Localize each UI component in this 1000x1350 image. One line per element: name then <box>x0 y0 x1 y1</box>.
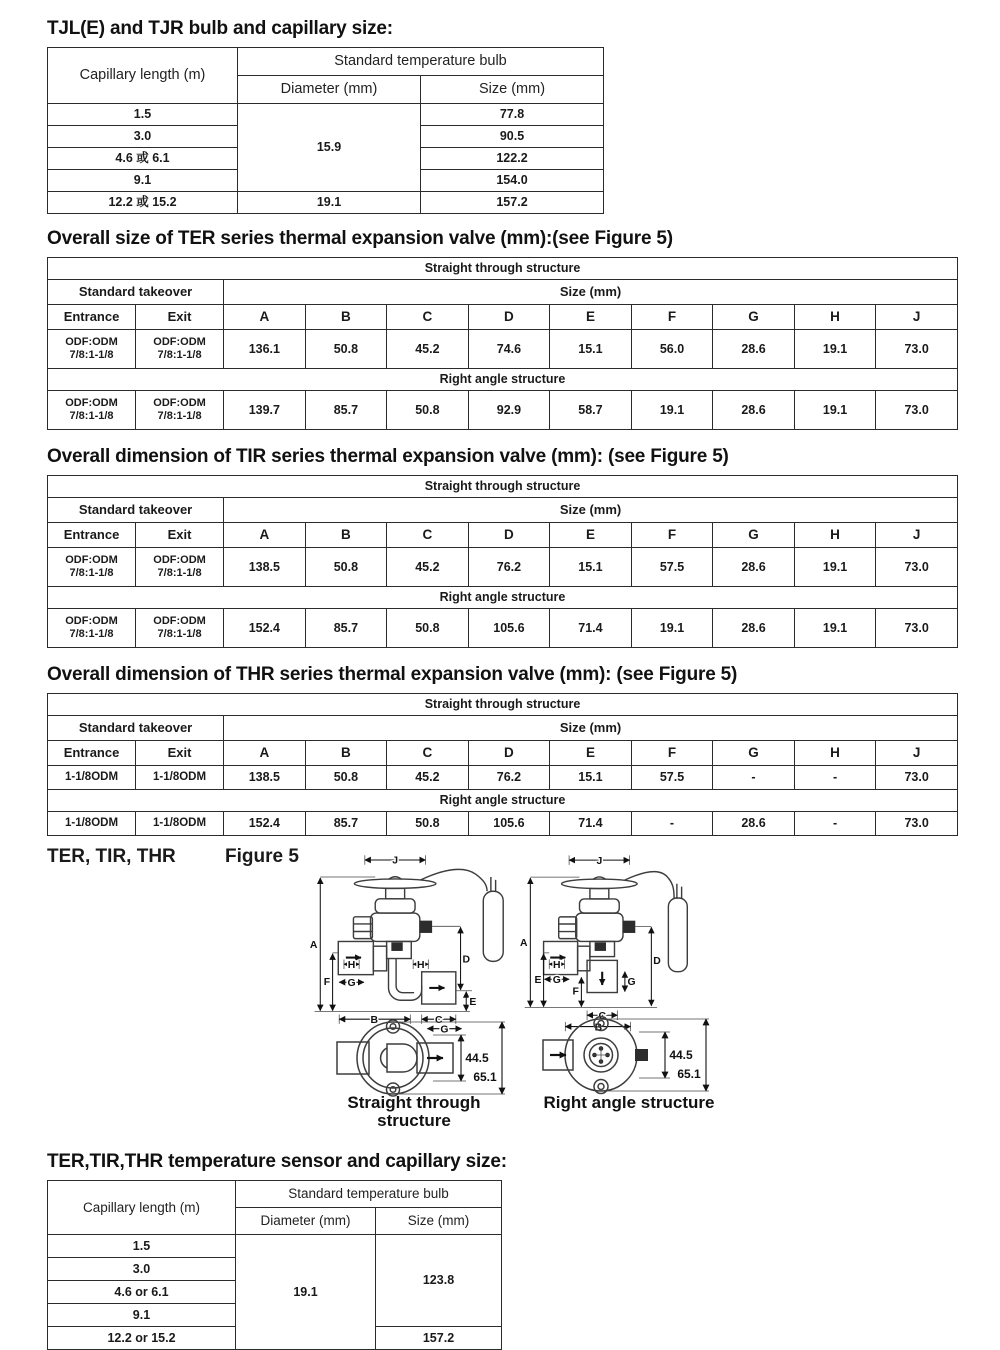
sensor-bulb <box>483 891 503 961</box>
title-thr: Overall dimension of THR series thermal expansion valve (mm): (see Figure 5) <box>47 664 738 685</box>
thr-right-value: 85.7 <box>305 812 387 836</box>
dim-header-E: E <box>550 523 632 548</box>
thr-straight-value: - <box>794 766 876 790</box>
dim-header-H: H <box>794 305 876 330</box>
table-row <box>48 812 958 836</box>
sensor-bulb <box>668 898 687 972</box>
tir-straight-value: 57.5 <box>631 548 713 587</box>
dim-header-C: C <box>387 305 469 330</box>
thr-right-value: 50.8 <box>387 812 469 836</box>
tir-straight-value: 45.2 <box>387 548 469 587</box>
dim-label-f: F <box>323 977 331 989</box>
extension-lines <box>315 855 472 1024</box>
ter-right-value: 58.7 <box>550 391 632 430</box>
dim-header-J: J <box>876 741 958 766</box>
tir-straight-value: 15.1 <box>550 548 632 587</box>
tir-straight-band: Straight through structure <box>48 476 958 498</box>
dim-header-G: G <box>713 741 795 766</box>
sensor-capillary-header: Capillary length (m) <box>48 1181 236 1235</box>
tir-right-value: 28.6 <box>713 609 795 648</box>
valve-body-outline <box>338 869 503 1004</box>
table-row <box>48 330 958 369</box>
tjl-size-header: Size (mm) <box>421 76 604 104</box>
dim-header-D: D <box>468 305 550 330</box>
dim-header-E: E <box>550 305 632 330</box>
ter-straight-value: 136.1 <box>224 330 306 369</box>
dim-label-g: G <box>347 978 356 990</box>
sensor-length-cell: 1.5 <box>48 1235 236 1258</box>
sensor-length-cell: 12.2 or 15.2 <box>48 1327 236 1350</box>
table-row <box>48 104 604 126</box>
dim-header-J: J <box>876 305 958 330</box>
tir-right-entrance: ODF:ODM 7/8:1-1/8 <box>48 609 136 648</box>
ter-right-value: 73.0 <box>876 391 958 430</box>
straight-through-valve-diagram <box>307 846 525 1036</box>
ter-size-header: Size (mm) <box>224 280 958 305</box>
ter-right-value: 19.1 <box>794 391 876 430</box>
sensor-bulb-header: Standard temperature bulb <box>236 1181 502 1208</box>
dim-label-h: H <box>347 960 356 972</box>
thr-size-header: Size (mm) <box>224 716 958 741</box>
tir-straight-value: 50.8 <box>305 548 387 587</box>
ter-right-value: 92.9 <box>468 391 550 430</box>
ter-straight-value: 28.6 <box>713 330 795 369</box>
dim-label-h: H <box>553 959 561 971</box>
tir-right-value: 19.1 <box>794 609 876 648</box>
sensor-size-cell: 123.8 <box>376 1235 502 1327</box>
straight-through-top-view <box>335 1014 510 1099</box>
thr-right-value: 152.4 <box>224 812 306 836</box>
dim-label-e: E <box>534 975 542 987</box>
dim-header-A: A <box>224 741 306 766</box>
dim-header-F: F <box>631 741 713 766</box>
thr-right-angle-band: Right angle structure <box>48 790 958 812</box>
thr-straight-value: 57.5 <box>631 766 713 790</box>
thr-straight-value: 76.2 <box>468 766 550 790</box>
tjl-size-cell: 122.2 <box>421 148 604 170</box>
dim-header-C: C <box>387 741 469 766</box>
thr-straight-value: 45.2 <box>387 766 469 790</box>
tir-right-value: 71.4 <box>550 609 632 648</box>
right-angle-valve-diagram <box>519 846 727 1036</box>
dim-label-c: C <box>434 1014 443 1026</box>
table-row <box>48 192 604 214</box>
sensor-diameter-header: Diameter (mm) <box>236 1208 376 1235</box>
dim-header-B: B <box>305 523 387 548</box>
table-row <box>48 391 958 430</box>
thr-takeover-header: Standard takeover <box>48 716 224 741</box>
tir-straight-entrance: ODF:ODM 7/8:1-1/8 <box>48 548 136 587</box>
extension-lines <box>525 855 657 1034</box>
tir-straight-value: 76.2 <box>468 548 550 587</box>
dim-label-c: C <box>598 1011 606 1022</box>
tjl-table <box>47 47 604 214</box>
dim-header-B: B <box>305 305 387 330</box>
tir-right-value: 105.6 <box>468 609 550 648</box>
dim-header-G: G <box>713 305 795 330</box>
tir-straight-value: 138.5 <box>224 548 306 587</box>
ter-table <box>47 257 958 430</box>
bulb-width-label: 44.5 <box>465 1051 489 1065</box>
sensor-size-cell: 157.2 <box>376 1327 502 1350</box>
thr-straight-value: 138.5 <box>224 766 306 790</box>
tjl-size-cell: 154.0 <box>421 170 604 192</box>
ter-straight-entrance: ODF:ODM 7/8:1-1/8 <box>48 330 136 369</box>
dim-label-f: F <box>572 986 579 998</box>
ter-right-value: 139.7 <box>224 391 306 430</box>
ter-straight-exit: ODF:ODM 7/8:1-1/8 <box>136 330 224 369</box>
bulb-outer-label: 65.1 <box>473 1070 497 1084</box>
tir-right-value: 19.1 <box>631 609 713 648</box>
dim-header-B: B <box>305 741 387 766</box>
dim-header-D: D <box>468 523 550 548</box>
ter-straight-value: 73.0 <box>876 330 958 369</box>
thr-straight-value: 50.8 <box>305 766 387 790</box>
dim-label-g: G <box>440 1024 449 1036</box>
thr-right-exit: 1-1/8ODM <box>136 812 224 836</box>
figure-number-label: Figure 5 <box>225 846 299 867</box>
tjl-capillary-header: Capillary length (m) <box>48 48 238 104</box>
thr-table <box>47 693 958 836</box>
table-row <box>48 1235 502 1258</box>
sensor-length-cell: 3.0 <box>48 1258 236 1281</box>
dim-label-j: J <box>596 855 603 867</box>
ter-right-value: 50.8 <box>387 391 469 430</box>
ter-straight-value: 74.6 <box>468 330 550 369</box>
tir-takeover-header: Standard takeover <box>48 498 224 523</box>
entrance-header: Entrance <box>48 523 136 548</box>
thr-straight-exit: 1-1/8ODM <box>136 766 224 790</box>
tjl-diameter-header: Diameter (mm) <box>238 76 421 104</box>
dim-header-F: F <box>631 305 713 330</box>
ter-straight-value: 56.0 <box>631 330 713 369</box>
figure-5-block <box>47 844 967 1137</box>
tjl-diameter-cell: 15.9 <box>238 104 421 192</box>
title-sensor: TER,TIR,THR temperature sensor and capillary size: <box>47 1151 507 1172</box>
dim-label-a: A <box>519 938 528 950</box>
capillary-tube <box>421 869 487 891</box>
thr-straight-value: 73.0 <box>876 766 958 790</box>
tir-right-value: 152.4 <box>224 609 306 648</box>
tir-straight-value: 19.1 <box>794 548 876 587</box>
dim-label-d: D <box>462 954 470 966</box>
dim-label-b: B <box>370 1014 379 1026</box>
thr-right-value: 105.6 <box>468 812 550 836</box>
entrance-header: Entrance <box>48 741 136 766</box>
tjl-length-cell: 12.2 或 15.2 <box>48 192 238 214</box>
dim-label-a: A <box>309 940 318 952</box>
table-row <box>48 548 958 587</box>
flow-arrow-icon <box>346 958 445 988</box>
thr-right-value: 28.6 <box>713 812 795 836</box>
bulb-width-label: 44.5 <box>669 1048 693 1062</box>
sensor-table <box>47 1180 502 1350</box>
dim-label-g: G <box>627 976 636 988</box>
tir-straight-exit: ODF:ODM 7/8:1-1/8 <box>136 548 224 587</box>
capillary-tube <box>625 872 674 898</box>
tjl-bulb-header: Standard temperature bulb <box>238 48 604 76</box>
bulb-outer-label: 65.1 <box>677 1067 701 1081</box>
exit-header: Exit <box>136 741 224 766</box>
tir-straight-value: 73.0 <box>876 548 958 587</box>
right-angle-caption: Right angle structure <box>543 1093 715 1112</box>
tir-right-exit: ODF:ODM 7/8:1-1/8 <box>136 609 224 648</box>
ter-right-exit: ODF:ODM 7/8:1-1/8 <box>136 391 224 430</box>
tir-right-angle-band: Right angle structure <box>48 587 958 609</box>
tir-right-value: 85.7 <box>305 609 387 648</box>
ter-straight-value: 50.8 <box>305 330 387 369</box>
dim-header-H: H <box>794 523 876 548</box>
dim-label-e: E <box>469 996 477 1008</box>
dim-header-H: H <box>794 741 876 766</box>
tjl-diameter-cell: 19.1 <box>238 192 421 214</box>
dim-header-A: A <box>224 523 306 548</box>
straight-through-caption: Straight through structure <box>347 1093 481 1131</box>
entrance-header: Entrance <box>48 305 136 330</box>
ter-right-angle-band: Right angle structure <box>48 369 958 391</box>
ter-straight-band: Straight through structure <box>48 258 958 280</box>
dim-label-b: B <box>594 1022 603 1034</box>
dim-header-F: F <box>631 523 713 548</box>
ter-right-value: 85.7 <box>305 391 387 430</box>
title-ter: Overall size of TER series thermal expansion valve (mm):(see Figure 5) <box>47 228 673 249</box>
tir-right-value: 73.0 <box>876 609 958 648</box>
thr-right-entrance: 1-1/8ODM <box>48 812 136 836</box>
dim-header-D: D <box>468 741 550 766</box>
dim-header-C: C <box>387 523 469 548</box>
thr-straight-entrance: 1-1/8ODM <box>48 766 136 790</box>
right-angle-top-view <box>539 1014 714 1096</box>
thr-right-value: - <box>631 812 713 836</box>
tir-right-value: 50.8 <box>387 609 469 648</box>
valve-body-outline <box>544 872 688 993</box>
dim-label-j: J <box>392 855 399 867</box>
tjl-length-cell: 9.1 <box>48 170 238 192</box>
ter-right-value: 28.6 <box>713 391 795 430</box>
table-row <box>48 609 958 648</box>
title-tir: Overall dimension of TIR series thermal expansion valve (mm): (see Figure 5) <box>47 446 729 467</box>
exit-header: Exit <box>136 305 224 330</box>
title-tjl: TJL(E) and TJR bulb and capillary size: <box>47 18 393 39</box>
dim-header-J: J <box>876 523 958 548</box>
thr-straight-value: 15.1 <box>550 766 632 790</box>
dim-label-d: D <box>653 956 661 968</box>
ter-right-entrance: ODF:ODM 7/8:1-1/8 <box>48 391 136 430</box>
tir-table <box>47 475 958 648</box>
thr-right-value: 73.0 <box>876 812 958 836</box>
thr-straight-value: - <box>713 766 795 790</box>
dim-header-E: E <box>550 741 632 766</box>
dimension-lines <box>530 860 651 1026</box>
dim-label-g: G <box>552 975 561 987</box>
sensor-length-cell: 9.1 <box>48 1304 236 1327</box>
thr-right-value: - <box>794 812 876 836</box>
tjl-length-cell: 1.5 <box>48 104 238 126</box>
sensor-length-cell: 4.6 or 6.1 <box>48 1281 236 1304</box>
thr-right-value: 71.4 <box>550 812 632 836</box>
table-row <box>48 766 958 790</box>
thr-straight-band: Straight through structure <box>48 694 958 716</box>
tjl-size-cell: 77.8 <box>421 104 604 126</box>
ter-right-value: 19.1 <box>631 391 713 430</box>
tir-size-header: Size (mm) <box>224 498 958 523</box>
sensor-size-header: Size (mm) <box>376 1208 502 1235</box>
dim-label-h: H <box>416 960 425 972</box>
tjl-size-cell: 90.5 <box>421 126 604 148</box>
tjl-length-cell: 4.6 或 6.1 <box>48 148 238 170</box>
sensor-diameter-cell: 19.1 <box>236 1235 376 1350</box>
figure-series-label: TER, TIR, THR <box>47 846 176 867</box>
dim-header-G: G <box>713 523 795 548</box>
tjl-size-cell: 157.2 <box>421 192 604 214</box>
ter-takeover-header: Standard takeover <box>48 280 224 305</box>
tir-straight-value: 28.6 <box>713 548 795 587</box>
ter-straight-value: 45.2 <box>387 330 469 369</box>
ter-straight-value: 19.1 <box>794 330 876 369</box>
exit-header: Exit <box>136 523 224 548</box>
dim-header-A: A <box>224 305 306 330</box>
cross-lines <box>592 1046 610 1064</box>
tjl-length-cell: 3.0 <box>48 126 238 148</box>
ter-straight-value: 15.1 <box>550 330 632 369</box>
